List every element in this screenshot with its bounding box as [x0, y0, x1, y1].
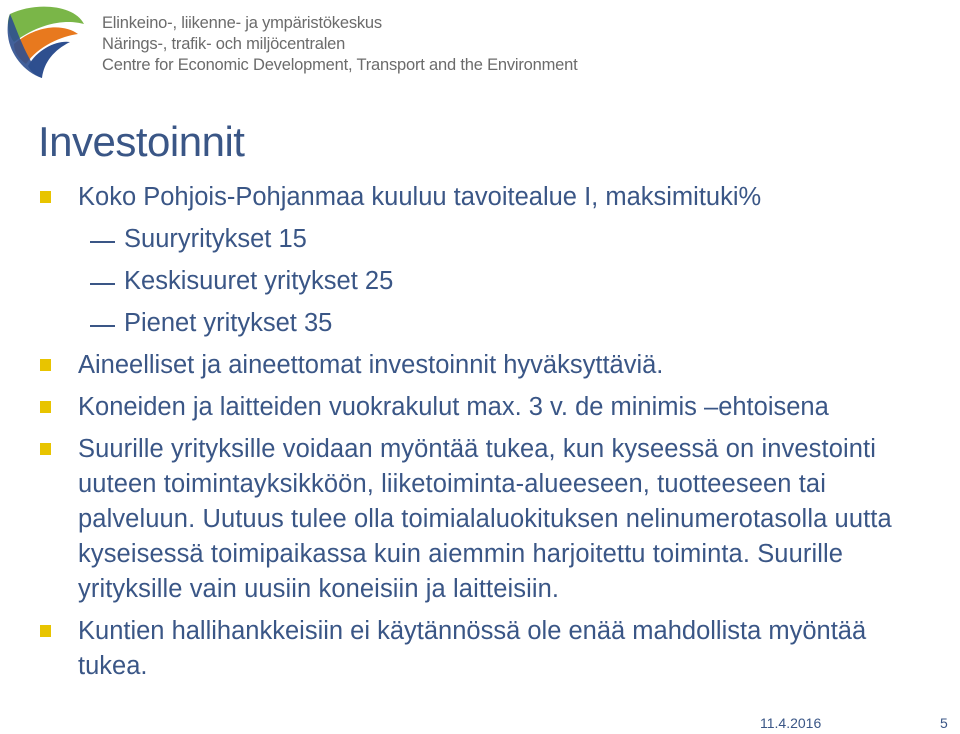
dash-icon: [90, 241, 115, 243]
ely-leaf-logo: [4, 2, 88, 86]
bullet-text: Suurille yrityksille voidaan myöntää tukea, kun kyseessä on investointi uuteen toimintayksikköön, liiketoiminta-alueeseen, tuotteeseen tai palveluun. Uutuus tulee olla toimialaluokituksen nelinumerotasolla uutta kyseisessä toimipaikassa kuin aiemmin harjoitettu toiminta. Suurille yrityksille vain uusiin koneisiin ja laitteisiin.: [78, 435, 892, 603]
sub-bullet-item: [40, 306, 940, 341]
slide-number: 5: [940, 715, 948, 731]
sub-bullet-item: [40, 264, 940, 299]
bullet-square-icon: [40, 625, 51, 637]
bullet-text: Koneiden ja laitteiden vuokrakulut max. 3 v. de minimis –ehtoisena: [78, 393, 829, 421]
org-name-sv: Närings-, trafik- och miljöcentralen: [102, 35, 346, 53]
bullet-item: [40, 432, 940, 607]
organization-name: [102, 13, 578, 76]
bullet-square-icon: [40, 191, 51, 203]
bullet-text: Aineelliset ja aineettomat investoinnit hyväksyttäviä.: [78, 351, 664, 379]
sub-bullet-item: [40, 222, 940, 257]
bullet-item: [40, 348, 940, 383]
slide-body: [40, 180, 940, 684]
org-name-en: Centre for Economic Development, Transport and the Environment: [102, 56, 578, 74]
org-name-fi: Elinkeino-, liikenne- ja ympäristökeskus: [102, 14, 382, 32]
sub-bullet-text: Suuryritykset 15: [124, 225, 307, 253]
dash-icon: [90, 325, 115, 327]
bullet-square-icon: [40, 401, 51, 413]
bullet-square-icon: [40, 359, 51, 371]
sub-bullet-text: Keskisuuret yritykset 25: [124, 267, 394, 295]
bullet-item: [40, 390, 940, 425]
dash-icon: [90, 283, 115, 285]
slide-title: Investoinnit: [38, 118, 245, 165]
bullet-item: [40, 614, 940, 684]
bullet-text: Kuntien hallihankkeisiin ei käytännössä ole enää mahdollista myöntää tukea.: [78, 617, 867, 680]
bullet-square-icon: [40, 443, 51, 455]
slide-date: 11.4.2016: [760, 715, 822, 731]
bullet-text: Koko Pohjois-Pohjanmaa kuuluu tavoitealue I, maksimituki%: [78, 183, 762, 211]
bullet-item: [40, 180, 940, 215]
sub-bullet-text: Pienet yritykset 35: [124, 309, 333, 337]
